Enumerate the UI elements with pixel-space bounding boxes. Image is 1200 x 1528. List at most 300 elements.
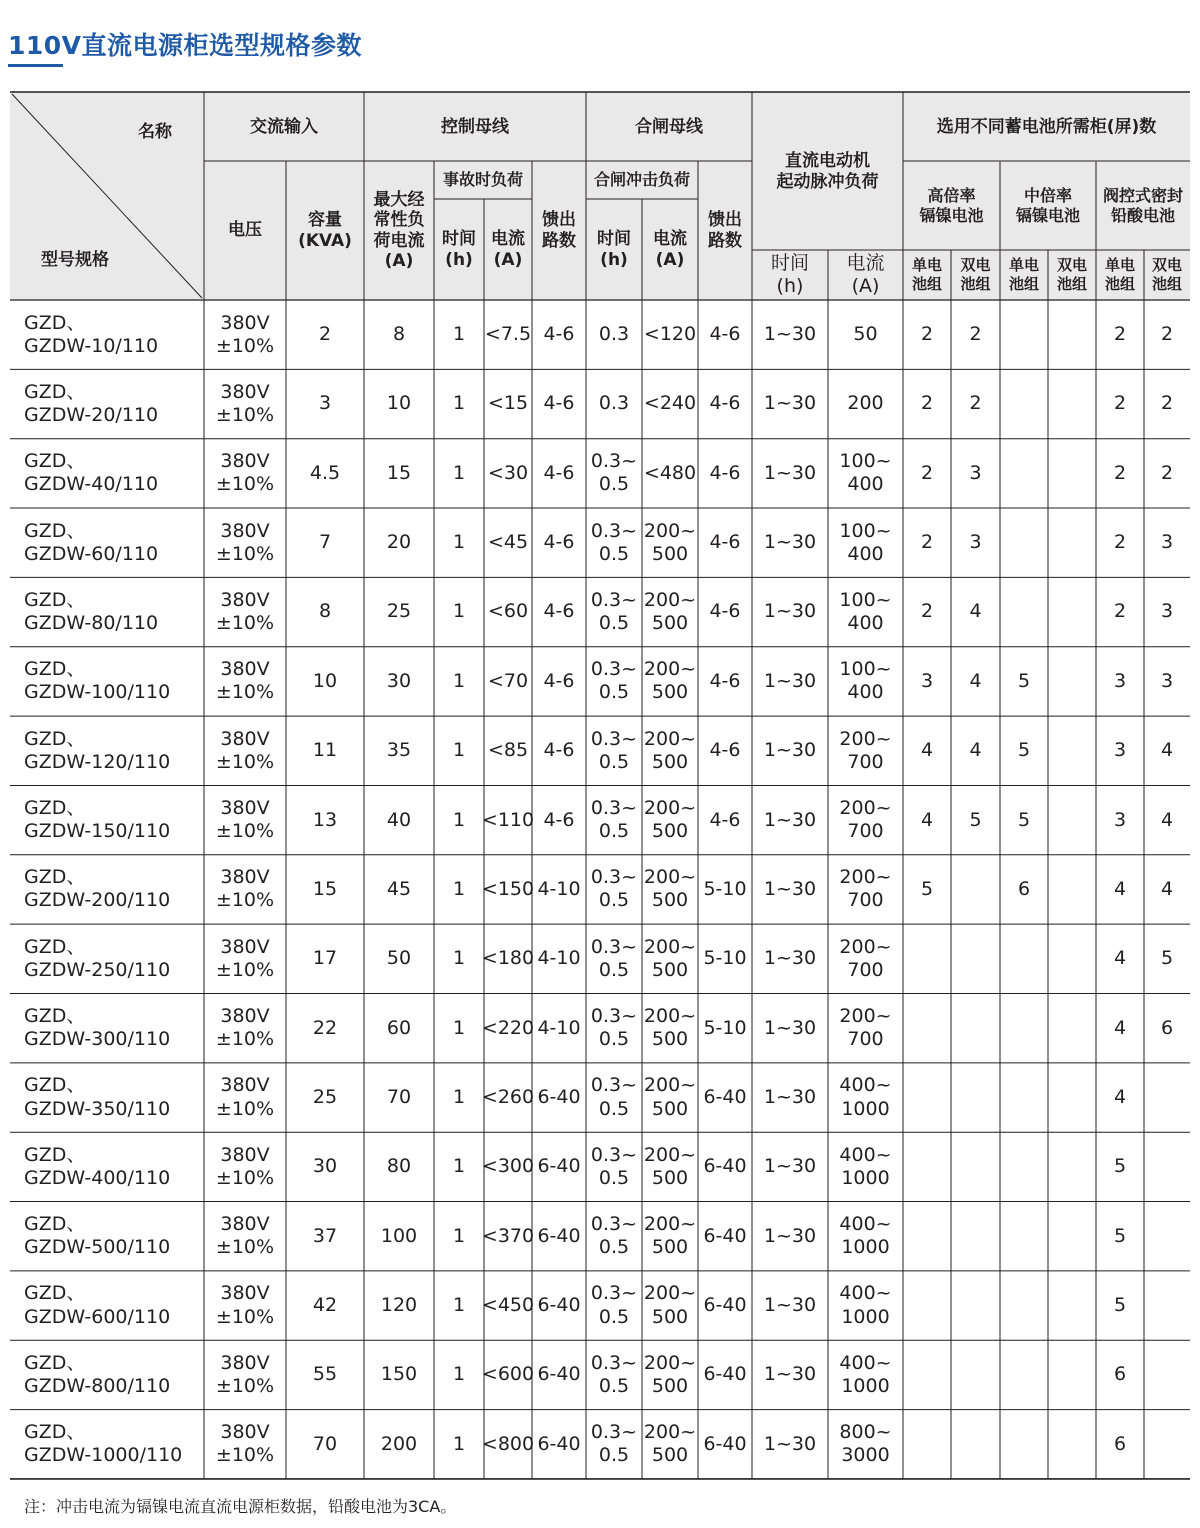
cell-model: GZD、 GZDW-10/110 bbox=[24, 311, 159, 357]
cell-hi-double bbox=[951, 1340, 1000, 1409]
cell-mid-single: 6 bbox=[1017, 877, 1031, 900]
cell-close-feeders: 4-6 bbox=[709, 669, 741, 692]
cell-hi-single: 2 bbox=[920, 323, 934, 346]
cell-voltage: 380V ±10% bbox=[215, 796, 275, 843]
cell-hi-single: 2 bbox=[920, 600, 934, 623]
cell-close-time: 0.3~ 0.5 bbox=[590, 519, 638, 565]
cell-acc-time: 1 bbox=[452, 461, 466, 484]
cell-ctrl-feeders: 4-6 bbox=[543, 669, 575, 692]
cell-hi-single: 2 bbox=[920, 461, 934, 484]
cell-close-time: 0.3~ 0.5 bbox=[590, 1213, 638, 1259]
cell-close-time: 0.3~ 0.5 bbox=[590, 1351, 638, 1397]
cell-acc-current: <450 bbox=[481, 1293, 535, 1316]
cell-hi-single bbox=[903, 924, 951, 993]
header-motor-time: 时间 (h) bbox=[770, 252, 809, 297]
cell-hi-double: 4 bbox=[969, 669, 982, 692]
cell-motor-time: 1~30 bbox=[763, 1432, 817, 1455]
cell-vrla-double bbox=[1144, 1132, 1190, 1201]
cell-motor-current: 100~ 400 bbox=[839, 658, 892, 704]
cell-close-current: 200~ 500 bbox=[643, 866, 697, 912]
cell-acc-current: <180 bbox=[481, 947, 535, 970]
cell-mid-double bbox=[1048, 785, 1096, 854]
footnote: 注：冲击电流为镉镍电流直流电源柜数据，铅酸电池为3CA。 bbox=[24, 1497, 457, 1516]
cell-acc-current: <600 bbox=[481, 1363, 535, 1386]
cell-motor-current: 50 bbox=[853, 323, 878, 346]
cell-acc-time: 1 bbox=[452, 600, 466, 623]
cell-max-current: 30 bbox=[386, 669, 412, 692]
cell-hi-single bbox=[903, 1410, 951, 1479]
cell-voltage: 380V ±10% bbox=[215, 866, 275, 912]
cell-close-feeders: 5-10 bbox=[703, 877, 747, 900]
header-vrla-single-group: 单电 池组 bbox=[1104, 256, 1135, 293]
cell-acc-current: <110 bbox=[481, 808, 535, 831]
cell-ctrl-feeders: 4-10 bbox=[537, 877, 581, 900]
cell-mid-single bbox=[1000, 1132, 1048, 1201]
cell-capacity: 55 bbox=[312, 1363, 338, 1386]
cell-hi-single bbox=[903, 1132, 951, 1201]
cell-mid-double bbox=[1048, 855, 1096, 924]
cell-motor-time: 1~30 bbox=[763, 531, 817, 554]
cell-voltage: 380V ±10% bbox=[215, 727, 275, 773]
header-ac-input: 交流输入 bbox=[250, 116, 318, 137]
cell-close-time: 0.3~ 0.5 bbox=[590, 796, 638, 843]
cell-motor-current: 200~ 700 bbox=[839, 1005, 892, 1051]
cell-motor-current: 200~ 700 bbox=[839, 935, 892, 981]
cell-motor-current: 200~ 700 bbox=[839, 796, 892, 843]
cell-hi-double bbox=[951, 1202, 1000, 1271]
cell-ctrl-feeders: 4-6 bbox=[543, 323, 575, 346]
cell-motor-current: 100~ 400 bbox=[839, 519, 892, 565]
cell-hi-double: 4 bbox=[969, 600, 982, 623]
cell-close-feeders: 4-6 bbox=[709, 461, 741, 484]
cell-vrla-single: 2 bbox=[1113, 461, 1127, 484]
cell-capacity: 37 bbox=[312, 1224, 338, 1247]
cell-motor-time: 1~30 bbox=[763, 947, 817, 970]
header-capacity: 容量 (KVA) bbox=[298, 210, 352, 251]
cell-motor-time: 1~30 bbox=[763, 1363, 817, 1386]
cell-close-feeders: 4-6 bbox=[709, 392, 741, 415]
cell-close-feeders: 6-40 bbox=[703, 1155, 747, 1178]
cell-voltage: 380V ±10% bbox=[215, 658, 275, 704]
cell-mid-double bbox=[1048, 300, 1096, 369]
cell-vrla-double bbox=[1144, 1340, 1190, 1409]
cell-acc-current: <15 bbox=[487, 392, 529, 415]
cell-hi-double: 2 bbox=[969, 323, 982, 346]
cell-acc-current: <370 bbox=[481, 1224, 535, 1247]
cell-max-current: 35 bbox=[386, 739, 412, 762]
header-accident-load: 事故时负荷 bbox=[442, 170, 523, 190]
cell-motor-time: 1~30 bbox=[763, 600, 817, 623]
cell-hi-double bbox=[951, 1063, 1000, 1132]
header-cabinets: 选用不同蓄电池所需柜(屏)数 bbox=[936, 116, 1157, 137]
cell-close-current: 200~ 500 bbox=[643, 1005, 697, 1051]
cell-acc-time: 1 bbox=[452, 323, 466, 346]
cell-motor-time: 1~30 bbox=[763, 323, 817, 346]
cell-acc-current: <800 bbox=[481, 1432, 535, 1455]
cell-close-current: 200~ 500 bbox=[643, 935, 697, 981]
cell-ctrl-feeders: 4-6 bbox=[543, 392, 575, 415]
cell-close-feeders: 6-40 bbox=[703, 1293, 747, 1316]
cell-capacity: 8 bbox=[318, 600, 332, 623]
cell-max-current: 120 bbox=[380, 1293, 418, 1316]
cell-mid-double bbox=[1048, 1202, 1096, 1271]
cell-close-current: 200~ 500 bbox=[643, 727, 697, 773]
cell-mid-single bbox=[1000, 439, 1048, 508]
cell-mid-double bbox=[1048, 1063, 1096, 1132]
cell-ctrl-feeders: 4-6 bbox=[543, 461, 575, 484]
cell-mid-double bbox=[1048, 508, 1096, 577]
cell-mid-single bbox=[1000, 577, 1048, 646]
cell-max-current: 80 bbox=[386, 1155, 412, 1178]
cell-hi-single bbox=[903, 1340, 951, 1409]
cell-vrla-single: 2 bbox=[1113, 392, 1127, 415]
cell-ctrl-feeders: 6-40 bbox=[537, 1155, 581, 1178]
cell-close-current: 200~ 500 bbox=[643, 1213, 697, 1259]
cell-vrla-double: 2 bbox=[1160, 392, 1174, 415]
cell-model: GZD、 GZDW-200/110 bbox=[24, 866, 171, 912]
cell-voltage: 380V ±10% bbox=[215, 1074, 275, 1120]
header-hi-double-group: 双电 池组 bbox=[960, 256, 991, 293]
cell-model: GZD、 GZDW-1000/110 bbox=[24, 1421, 183, 1467]
cell-motor-current: 800~ 3000 bbox=[839, 1421, 892, 1467]
cell-vrla-double: 3 bbox=[1160, 669, 1174, 692]
cell-max-current: 20 bbox=[386, 531, 412, 554]
cell-voltage: 380V ±10% bbox=[215, 380, 275, 427]
header-control-bus: 控制母线 bbox=[441, 116, 509, 137]
cell-mid-single bbox=[1000, 994, 1048, 1063]
cell-hi-single: 3 bbox=[920, 669, 934, 692]
cell-mid-single bbox=[1000, 1271, 1048, 1340]
cell-mid-double bbox=[1048, 1410, 1096, 1479]
cell-vrla-double bbox=[1144, 1410, 1190, 1479]
cell-motor-current: 400~ 1000 bbox=[839, 1143, 892, 1189]
cell-hi-single bbox=[903, 1202, 951, 1271]
cell-vrla-double: 2 bbox=[1160, 323, 1174, 346]
cell-voltage: 380V ±10% bbox=[215, 1282, 275, 1328]
header-dc-motor: 直流电动机 起动脉冲负荷 bbox=[776, 151, 879, 192]
cell-max-current: 45 bbox=[386, 877, 412, 900]
header-mid-rate-nicd: 中倍率 镉镍电池 bbox=[1015, 186, 1080, 225]
cell-acc-current: <30 bbox=[487, 461, 529, 484]
cell-mid-double bbox=[1048, 439, 1096, 508]
cell-voltage: 380V ±10% bbox=[215, 588, 275, 635]
cell-mid-double bbox=[1048, 1271, 1096, 1340]
cell-voltage: 380V ±10% bbox=[215, 311, 275, 357]
page-title: 110V直流电源柜选型规格参数 bbox=[8, 31, 363, 60]
cell-motor-current: 200 bbox=[847, 392, 884, 415]
cell-ctrl-feeders: 6-40 bbox=[537, 1432, 581, 1455]
cell-close-current: <120 bbox=[643, 323, 697, 346]
cell-model: GZD、 GZDW-120/110 bbox=[24, 727, 171, 773]
header-control-feeders: 馈出 路数 bbox=[542, 210, 576, 251]
cell-voltage: 380V ±10% bbox=[215, 1213, 275, 1259]
cell-motor-current: 100~ 400 bbox=[839, 588, 892, 635]
cell-hi-single: 4 bbox=[920, 739, 934, 762]
cell-capacity: 22 bbox=[312, 1016, 338, 1039]
cell-acc-current: <260 bbox=[481, 1085, 535, 1108]
cell-ctrl-feeders: 6-40 bbox=[537, 1085, 581, 1108]
cell-model: GZD、 GZDW-350/110 bbox=[24, 1074, 171, 1120]
cell-mid-double bbox=[1048, 647, 1096, 716]
cell-max-current: 60 bbox=[386, 1016, 412, 1039]
header-closing-feeders: 馈出 路数 bbox=[708, 210, 742, 251]
cell-model: GZD、 GZDW-250/110 bbox=[24, 935, 171, 981]
cell-acc-time: 1 bbox=[452, 1432, 466, 1455]
cell-hi-double bbox=[951, 1410, 1000, 1479]
cell-close-time: 0.3~ 0.5 bbox=[590, 1143, 638, 1189]
cell-acc-current: <60 bbox=[487, 600, 529, 623]
cell-vrla-double bbox=[1144, 1063, 1190, 1132]
cell-close-time: 0.3~ 0.5 bbox=[590, 727, 638, 773]
cell-ctrl-feeders: 4-10 bbox=[537, 1016, 581, 1039]
header-closing-time: 时间 (h) bbox=[597, 229, 631, 270]
cell-motor-current: 400~ 1000 bbox=[839, 1213, 892, 1259]
cell-mid-double bbox=[1048, 924, 1096, 993]
cell-voltage: 380V ±10% bbox=[215, 519, 275, 565]
cell-capacity: 11 bbox=[312, 739, 338, 762]
cell-close-feeders: 4-6 bbox=[709, 739, 741, 762]
cell-mid-double bbox=[1048, 994, 1096, 1063]
cell-close-time: 0.3 bbox=[598, 392, 630, 415]
cell-model: GZD、 GZDW-600/110 bbox=[24, 1282, 171, 1328]
header-model-label: 型号规格 bbox=[41, 249, 109, 270]
cell-vrla-single: 3 bbox=[1113, 739, 1127, 762]
cell-vrla-double: 6 bbox=[1160, 1016, 1174, 1039]
cell-model: GZD、 GZDW-300/110 bbox=[24, 1005, 171, 1051]
cell-motor-current: 400~ 1000 bbox=[839, 1282, 892, 1328]
cell-acc-time: 1 bbox=[452, 808, 466, 831]
cell-vrla-double: 2 bbox=[1160, 461, 1174, 484]
cell-vrla-single: 3 bbox=[1113, 808, 1127, 831]
cell-ctrl-feeders: 6-40 bbox=[537, 1293, 581, 1316]
cell-model: GZD、 GZDW-150/110 bbox=[24, 796, 171, 843]
cell-voltage: 380V ±10% bbox=[215, 1421, 275, 1467]
cell-vrla-single: 5 bbox=[1113, 1155, 1127, 1178]
cell-mid-single bbox=[1000, 1340, 1048, 1409]
cell-close-time: 0.3 bbox=[598, 323, 630, 346]
cell-max-current: 200 bbox=[380, 1432, 418, 1455]
cell-ctrl-feeders: 6-40 bbox=[537, 1363, 581, 1386]
cell-ctrl-feeders: 4-6 bbox=[543, 808, 575, 831]
cell-close-current: 200~ 500 bbox=[643, 796, 697, 843]
cell-mid-double bbox=[1048, 577, 1096, 646]
cell-close-time: 0.3~ 0.5 bbox=[590, 588, 638, 635]
cell-acc-time: 1 bbox=[452, 877, 466, 900]
cell-hi-single: 2 bbox=[920, 531, 934, 554]
cell-motor-time: 1~30 bbox=[763, 392, 817, 415]
cell-close-feeders: 4-6 bbox=[709, 808, 741, 831]
cell-capacity: 13 bbox=[312, 808, 338, 831]
cell-close-time: 0.3~ 0.5 bbox=[590, 658, 638, 704]
cell-close-current: 200~ 500 bbox=[643, 1421, 697, 1467]
header-accident-current: 电流 (A) bbox=[491, 229, 525, 270]
cell-model: GZD、 GZDW-400/110 bbox=[24, 1143, 171, 1189]
cell-vrla-single: 4 bbox=[1113, 1085, 1127, 1108]
header-closing-bus: 合闸母线 bbox=[635, 116, 703, 137]
cell-voltage: 380V ±10% bbox=[215, 935, 275, 981]
cell-max-current: 8 bbox=[392, 323, 406, 346]
cell-close-feeders: 5-10 bbox=[703, 1016, 747, 1039]
cell-acc-current: <45 bbox=[487, 531, 529, 554]
cell-vrla-single: 6 bbox=[1113, 1363, 1127, 1386]
cell-mid-double bbox=[1048, 369, 1096, 438]
cell-acc-time: 1 bbox=[452, 1293, 466, 1316]
cell-ctrl-feeders: 4-6 bbox=[543, 600, 575, 623]
cell-motor-time: 1~30 bbox=[763, 808, 817, 831]
cell-max-current: 100 bbox=[380, 1224, 418, 1247]
cell-voltage: 380V ±10% bbox=[215, 1143, 275, 1189]
cell-capacity: 30 bbox=[312, 1155, 338, 1178]
cell-vrla-double: 3 bbox=[1160, 531, 1174, 554]
header-motor-current: 电流 (A) bbox=[846, 252, 885, 297]
cell-hi-double bbox=[951, 855, 1000, 924]
cell-hi-double: 3 bbox=[969, 531, 982, 554]
cell-acc-time: 1 bbox=[452, 392, 466, 415]
cell-motor-time: 1~30 bbox=[763, 1085, 817, 1108]
cell-close-current: 200~ 500 bbox=[643, 1143, 697, 1189]
cell-vrla-single: 5 bbox=[1113, 1224, 1127, 1247]
cell-vrla-single: 4 bbox=[1113, 947, 1127, 970]
cell-hi-double bbox=[951, 924, 1000, 993]
header-vrla-double-group: 双电 池组 bbox=[1151, 256, 1182, 293]
cell-close-current: 200~ 500 bbox=[643, 658, 697, 704]
cell-vrla-double: 4 bbox=[1160, 739, 1174, 762]
header-hi-single-group: 单电 池组 bbox=[911, 256, 942, 293]
cell-close-feeders: 6-40 bbox=[703, 1432, 747, 1455]
cell-capacity: 10 bbox=[312, 669, 338, 692]
cell-hi-double bbox=[951, 1271, 1000, 1340]
cell-hi-double: 4 bbox=[969, 739, 982, 762]
cell-hi-double bbox=[951, 994, 1000, 1063]
cell-close-feeders: 4-6 bbox=[709, 600, 741, 623]
cell-hi-single: 5 bbox=[920, 877, 934, 900]
cell-hi-double: 2 bbox=[969, 392, 982, 415]
cell-acc-current: <300 bbox=[481, 1155, 535, 1178]
cell-close-feeders: 4-6 bbox=[709, 323, 741, 346]
cell-motor-current: 100~ 400 bbox=[839, 450, 892, 496]
cell-vrla-single: 2 bbox=[1113, 323, 1127, 346]
cell-motor-time: 1~30 bbox=[763, 877, 817, 900]
cell-hi-single bbox=[903, 1063, 951, 1132]
cell-motor-time: 1~30 bbox=[763, 1293, 817, 1316]
cell-close-current: 200~ 500 bbox=[643, 1074, 697, 1120]
cell-capacity: 7 bbox=[318, 531, 332, 554]
cell-hi-single: 2 bbox=[920, 392, 934, 415]
cell-vrla-double: 5 bbox=[1160, 947, 1174, 970]
cell-vrla-single: 6 bbox=[1113, 1432, 1127, 1455]
cell-vrla-single: 5 bbox=[1113, 1293, 1127, 1316]
cell-motor-time: 1~30 bbox=[763, 669, 817, 692]
cell-model: GZD、 GZDW-100/110 bbox=[24, 658, 171, 704]
cell-close-current: 200~ 500 bbox=[643, 1282, 697, 1328]
cell-close-current: 200~ 500 bbox=[643, 1351, 697, 1397]
cell-mid-single bbox=[1000, 1063, 1048, 1132]
cell-vrla-double: 4 bbox=[1160, 808, 1174, 831]
cell-acc-time: 1 bbox=[452, 669, 466, 692]
cell-acc-time: 1 bbox=[452, 1224, 466, 1247]
cell-hi-double: 3 bbox=[969, 461, 982, 484]
cell-motor-time: 1~30 bbox=[763, 1155, 817, 1178]
cell-ctrl-feeders: 4-6 bbox=[543, 739, 575, 762]
cell-acc-current: <150 bbox=[481, 877, 535, 900]
header-closing-current: 电流 (A) bbox=[653, 229, 687, 270]
cell-capacity: 42 bbox=[312, 1293, 338, 1316]
cell-mid-single bbox=[1000, 924, 1048, 993]
cell-voltage: 380V ±10% bbox=[215, 1351, 275, 1397]
cell-close-feeders: 6-40 bbox=[703, 1363, 747, 1386]
cell-model: GZD、 GZDW-500/110 bbox=[24, 1213, 171, 1259]
cell-max-current: 50 bbox=[386, 947, 412, 970]
cell-voltage: 380V ±10% bbox=[215, 1005, 275, 1051]
cell-max-current: 25 bbox=[386, 600, 412, 623]
cell-motor-current: 200~ 700 bbox=[839, 727, 892, 773]
cell-mid-double bbox=[1048, 716, 1096, 785]
cell-capacity: 17 bbox=[312, 947, 338, 970]
cell-vrla-double bbox=[1144, 1271, 1190, 1340]
cell-acc-time: 1 bbox=[452, 947, 466, 970]
cell-voltage: 380V ±10% bbox=[215, 450, 275, 496]
cell-acc-current: <7.5 bbox=[484, 323, 532, 346]
cell-ctrl-feeders: 4-10 bbox=[537, 947, 581, 970]
cell-acc-time: 1 bbox=[452, 739, 466, 762]
cell-vrla-double bbox=[1144, 1202, 1190, 1271]
header-vrla: 阀控式密封 铅酸电池 bbox=[1102, 186, 1183, 225]
cell-vrla-double: 4 bbox=[1160, 877, 1174, 900]
cell-acc-time: 1 bbox=[452, 531, 466, 554]
cell-mid-single bbox=[1000, 300, 1048, 369]
cell-capacity: 2 bbox=[318, 323, 332, 346]
cell-capacity: 25 bbox=[312, 1085, 338, 1108]
cell-vrla-single: 4 bbox=[1113, 877, 1127, 900]
cell-close-current: 200~ 500 bbox=[643, 588, 697, 635]
header-mid-single-group: 单电 池组 bbox=[1008, 256, 1039, 293]
cell-close-time: 0.3~ 0.5 bbox=[590, 1005, 638, 1051]
cell-capacity: 3 bbox=[318, 392, 332, 415]
cell-close-feeders: 6-40 bbox=[703, 1085, 747, 1108]
cell-acc-current: <70 bbox=[487, 669, 529, 692]
cell-acc-time: 1 bbox=[452, 1085, 466, 1108]
cell-ctrl-feeders: 6-40 bbox=[537, 1224, 581, 1247]
cell-mid-single bbox=[1000, 508, 1048, 577]
cell-acc-time: 1 bbox=[452, 1016, 466, 1039]
cell-motor-time: 1~30 bbox=[763, 739, 817, 762]
cell-vrla-single: 2 bbox=[1113, 531, 1127, 554]
cell-motor-current: 200~ 700 bbox=[839, 866, 892, 912]
cell-capacity: 4.5 bbox=[309, 461, 341, 484]
cell-max-current: 70 bbox=[386, 1085, 412, 1108]
header-name-label: 名称 bbox=[138, 121, 172, 142]
cell-close-time: 0.3~ 0.5 bbox=[590, 1421, 638, 1467]
cell-model: GZD、 GZDW-80/110 bbox=[24, 588, 159, 635]
cell-max-current: 40 bbox=[386, 808, 412, 831]
cell-motor-time: 1~30 bbox=[763, 1224, 817, 1247]
cell-mid-single bbox=[1000, 1410, 1048, 1479]
cell-close-feeders: 5-10 bbox=[703, 947, 747, 970]
cell-vrla-double: 3 bbox=[1160, 600, 1174, 623]
cell-vrla-single: 3 bbox=[1113, 669, 1127, 692]
cell-model: GZD、 GZDW-800/110 bbox=[24, 1351, 171, 1397]
cell-motor-time: 1~30 bbox=[763, 1016, 817, 1039]
cell-mid-double bbox=[1048, 1132, 1096, 1201]
cell-vrla-single: 2 bbox=[1113, 600, 1127, 623]
header-accident-time: 时间 (h) bbox=[442, 229, 476, 270]
cell-mid-single: 5 bbox=[1017, 669, 1031, 692]
cell-close-time: 0.3~ 0.5 bbox=[590, 935, 638, 981]
cell-model: GZD、 GZDW-20/110 bbox=[24, 380, 159, 427]
cell-hi-single: 4 bbox=[920, 808, 934, 831]
cell-vrla-single: 4 bbox=[1113, 1016, 1127, 1039]
cell-acc-time: 1 bbox=[452, 1155, 466, 1178]
